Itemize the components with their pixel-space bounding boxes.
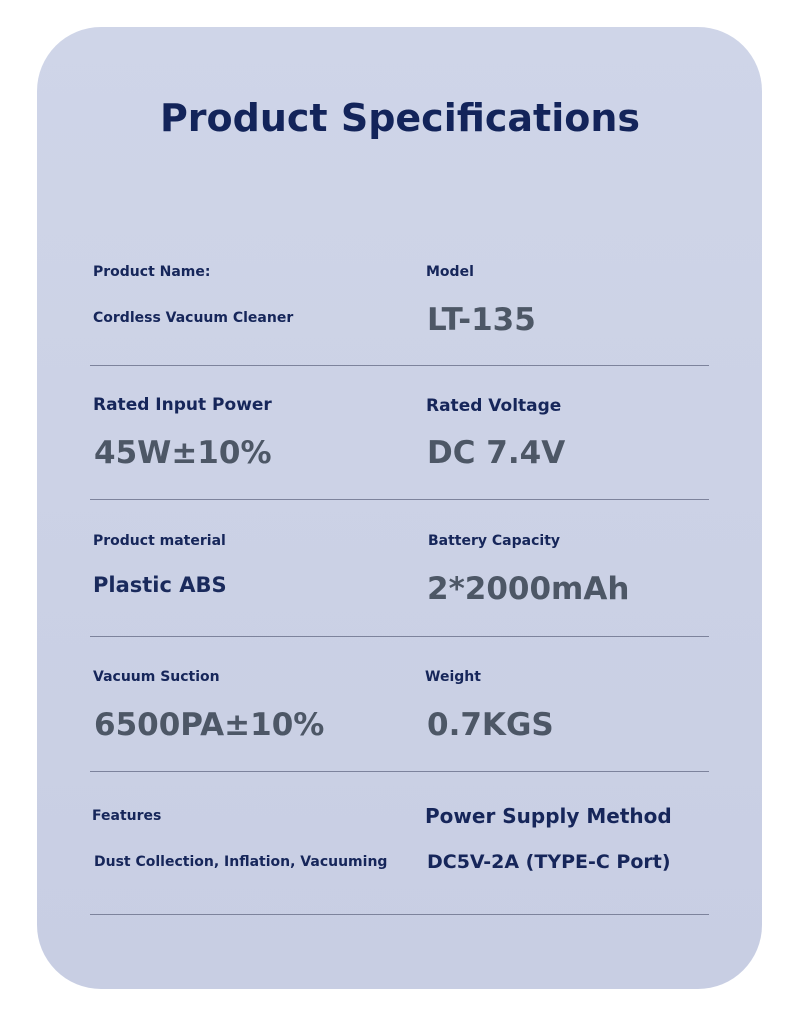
row-divider — [90, 499, 709, 500]
product-material-label: Product material — [93, 533, 226, 549]
weight-label: Weight — [425, 669, 481, 685]
battery-capacity-label: Battery Capacity — [428, 533, 561, 549]
power-supply-method-value: DC5V-2A (TYPE-C Port) — [427, 851, 671, 873]
features-value: Dust Collection, Inflation, Vacuuming — [94, 854, 388, 870]
features-label: Features — [92, 808, 162, 824]
product-material-value: Plastic ABS — [93, 573, 227, 597]
rated-input-power-label: Rated Input Power — [93, 395, 272, 415]
rated-input-power-value: 45W±10% — [94, 435, 272, 471]
vacuum-suction-label: Vacuum Suction — [93, 669, 220, 685]
model-label: Model — [426, 264, 474, 280]
vacuum-suction-value: 6500PA±10% — [94, 707, 325, 743]
rated-voltage-label: Rated Voltage — [426, 396, 562, 416]
row-divider — [90, 365, 709, 366]
product-name-label: Product Name: — [93, 264, 211, 280]
model-value: LT-135 — [427, 302, 536, 338]
product-name-value: Cordless Vacuum Cleaner — [93, 310, 294, 326]
spec-card — [37, 27, 762, 989]
weight-value: 0.7KGS — [427, 707, 554, 743]
row-divider — [90, 914, 709, 915]
power-supply-method-label: Power Supply Method — [425, 804, 672, 828]
page-title: Product Specifications — [159, 96, 641, 140]
row-divider — [90, 771, 709, 772]
row-divider — [90, 636, 709, 637]
battery-capacity-value: 2*2000mAh — [427, 571, 630, 607]
rated-voltage-value: DC 7.4V — [427, 435, 566, 471]
